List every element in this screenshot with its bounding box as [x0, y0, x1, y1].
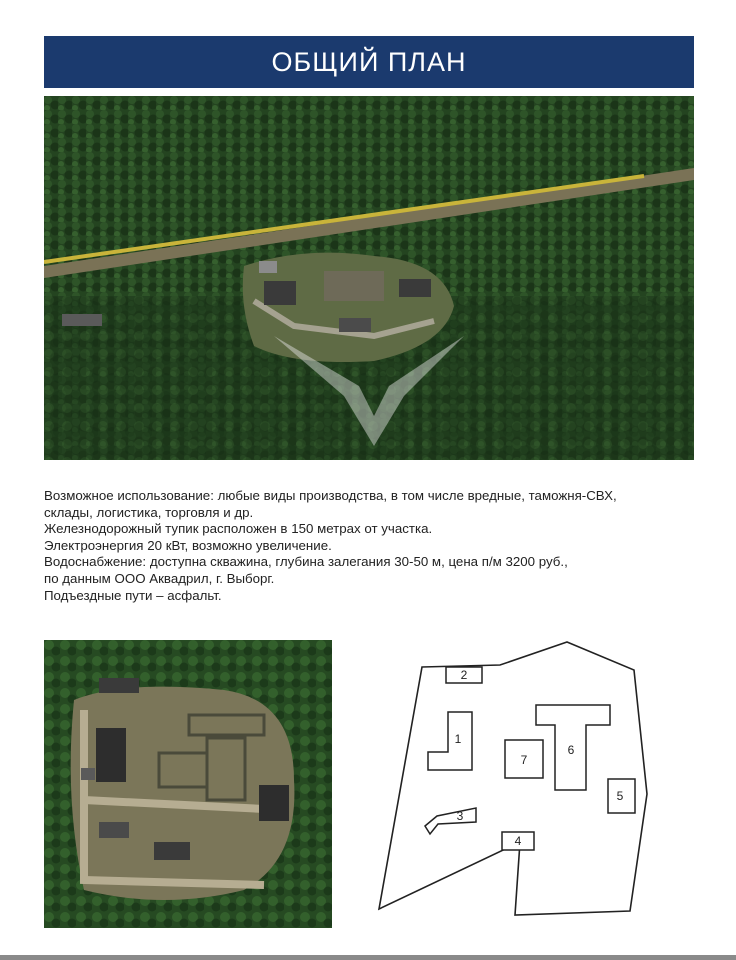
- description-line: Железнодорожный тупик расположен в 150 метрах от участка.: [44, 521, 433, 537]
- building-label: 7: [520, 753, 528, 767]
- building-label: 6: [567, 743, 575, 757]
- description-line: по данным ООО Аквадрил, г. Выборг.: [44, 570, 275, 586]
- building-label: 3: [456, 809, 464, 823]
- description-line: Подъездные пути – асфальт.: [44, 587, 222, 603]
- description-line: Возможное использование: любые виды производства, в том числе вредные, таможня-СВХ,: [44, 488, 617, 503]
- description-line: склады, логистика, торговля и др.: [44, 504, 254, 520]
- building-label: 2: [460, 668, 468, 682]
- site-plan-diagram: [372, 636, 662, 926]
- footer-divider: [0, 955, 736, 960]
- page-title: ОБЩИЙ ПЛАН: [271, 46, 467, 77]
- building-label: 4: [514, 834, 522, 848]
- building-label: 5: [616, 789, 624, 803]
- aerial-photo: [44, 96, 694, 460]
- description-line: Водоснабжение: доступна скважина, глубина залегания 30-50 м, цена п/м 3200 руб.,: [44, 554, 568, 570]
- building-label: 1: [454, 732, 462, 746]
- property-description: [44, 488, 694, 604]
- satellite-photo: [44, 640, 332, 928]
- title-banner: [44, 36, 694, 88]
- description-line: Электроэнергия 20 кВт, возможно увеличение.: [44, 537, 332, 553]
